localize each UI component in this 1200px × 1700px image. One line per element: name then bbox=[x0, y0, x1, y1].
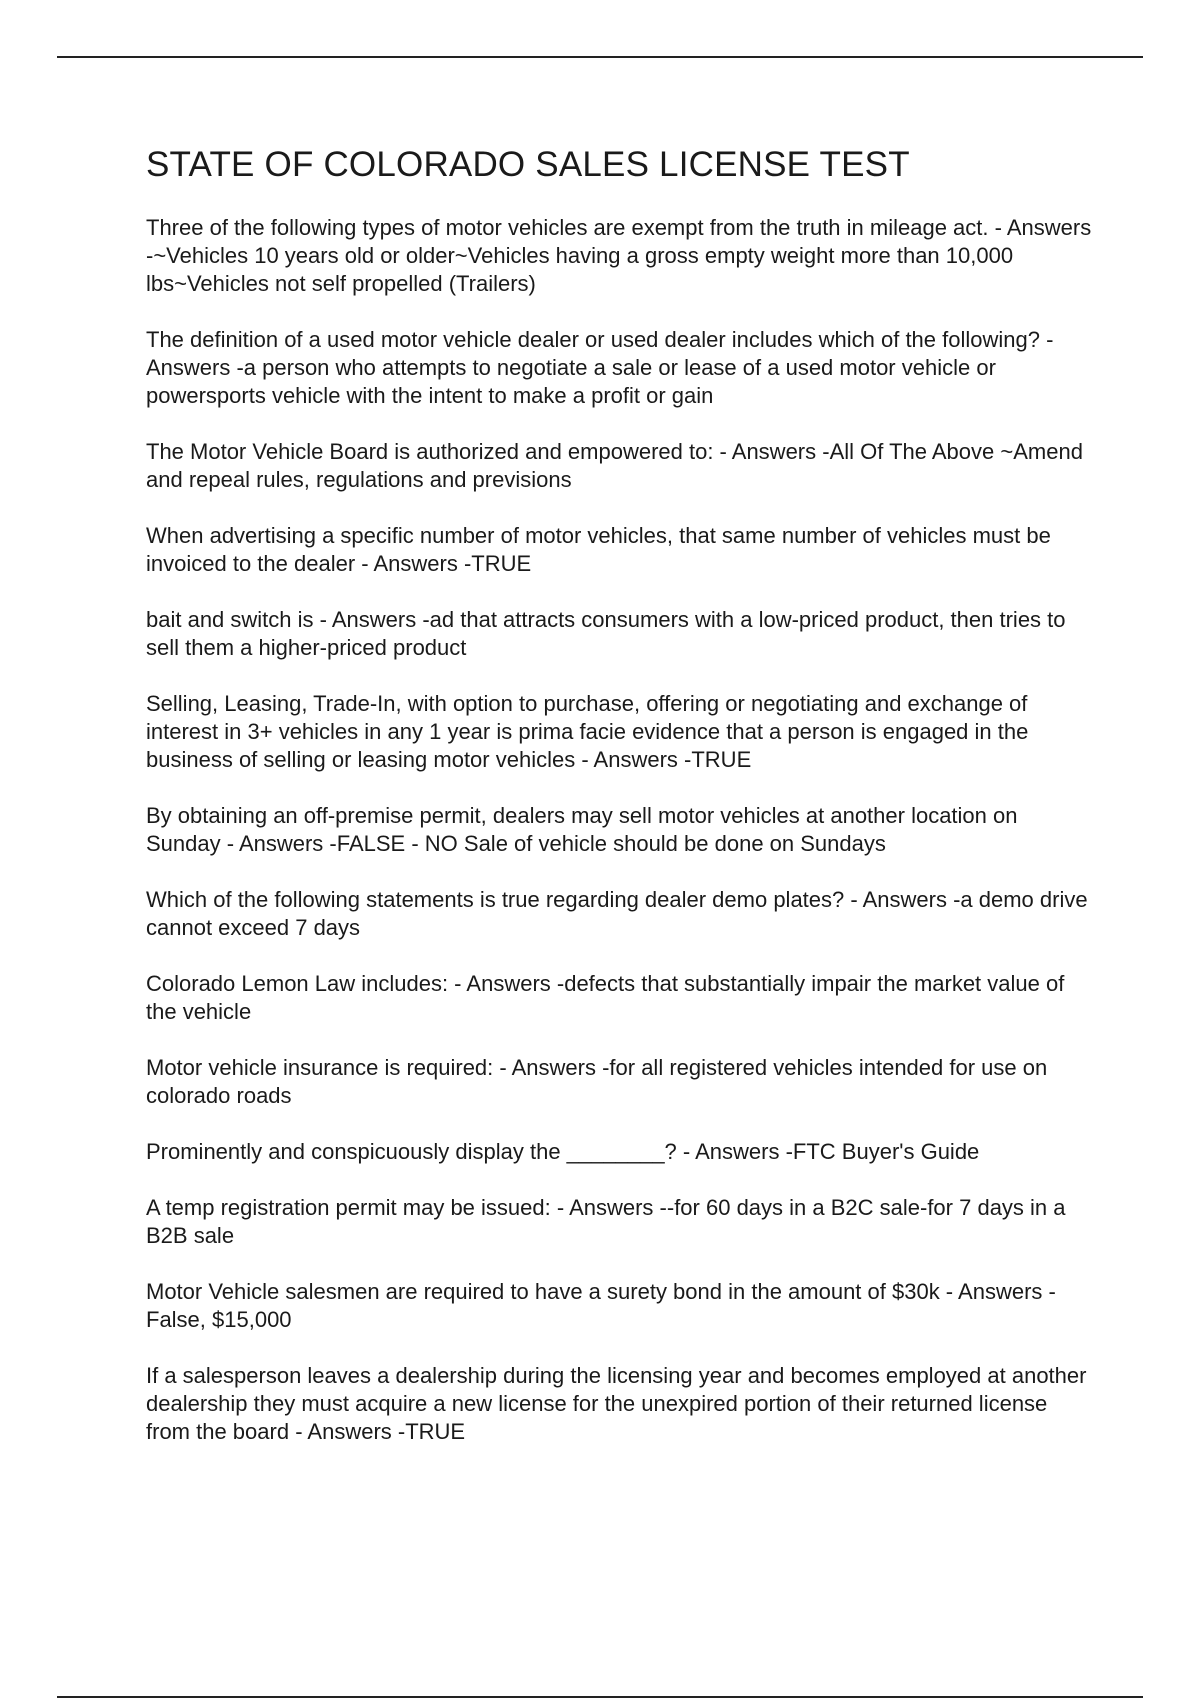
page-title: STATE OF COLORADO SALES LICENSE TEST bbox=[146, 145, 910, 184]
qa-item: Selling, Leasing, Trade-In, with option to purchase, offering or negotiating and exchange of interest in 3+ vehicles in any 1 year is prima facie evidence that a person is engaged in the business of selling or leasing motor vehicles - Answers -TRUE bbox=[146, 691, 1029, 772]
qa-item: The Motor Vehicle Board is authorized and empowered to: - Answers -All Of The Above ~Amend and repeal rules, regulations and previsions bbox=[146, 439, 1083, 492]
document-body bbox=[146, 142, 1096, 1474]
qa-item: Which of the following statements is true regarding dealer demo plates? - Answers -a demo drive cannot exceed 7 days bbox=[146, 887, 1088, 940]
qa-item: If a salesperson leaves a dealership during the licensing year and becomes employed at another dealership they must acquire a new license for the unexpired portion of their returned license from the board - Answers -TRUE bbox=[146, 1363, 1087, 1444]
top-divider bbox=[57, 56, 1143, 58]
qa-item: When advertising a specific number of motor vehicles, that same number of vehicles must be invoiced to the dealer - Answers -TRUE bbox=[146, 523, 1051, 576]
qa-item: Colorado Lemon Law includes: - Answers -defects that substantially impair the market value of the vehicle bbox=[146, 971, 1065, 1024]
qa-item: Prominently and conspicuously display the ________? - Answers -FTC Buyer's Guide bbox=[146, 1139, 980, 1164]
qa-item: Motor Vehicle salesmen are required to have a surety bond in the amount of $30k - Answers -False, $15,000 bbox=[146, 1279, 1056, 1332]
qa-item: Motor vehicle insurance is required: - Answers -for all registered vehicles intended for use on colorado roads bbox=[146, 1055, 1048, 1108]
qa-item: Three of the following types of motor vehicles are exempt from the truth in mileage act. - Answers -~Vehicles 10 years old or older~Vehicles having a gross empty weight more than 10,000 lbs~Vehicles not self propelled (Trailers) bbox=[146, 215, 1092, 296]
qa-item: By obtaining an off-premise permit, dealers may sell motor vehicles at another location on Sunday - Answers -FALSE - NO Sale of vehicle should be done on Sundays bbox=[146, 803, 1018, 856]
qa-item: The definition of a used motor vehicle dealer or used dealer includes which of the following? - Answers -a person who attempts to negotiate a sale or lease of a used motor vehicle or powersports vehicle with the intent to make a profit or gain bbox=[146, 327, 1054, 408]
qa-item: bait and switch is - Answers -ad that attracts consumers with a low-priced product, then tries to sell them a higher-priced product bbox=[146, 607, 1066, 660]
bottom-divider bbox=[57, 1696, 1143, 1698]
qa-item: A temp registration permit may be issued: - Answers --for 60 days in a B2C sale-for 7 days in a B2B sale bbox=[146, 1195, 1066, 1248]
